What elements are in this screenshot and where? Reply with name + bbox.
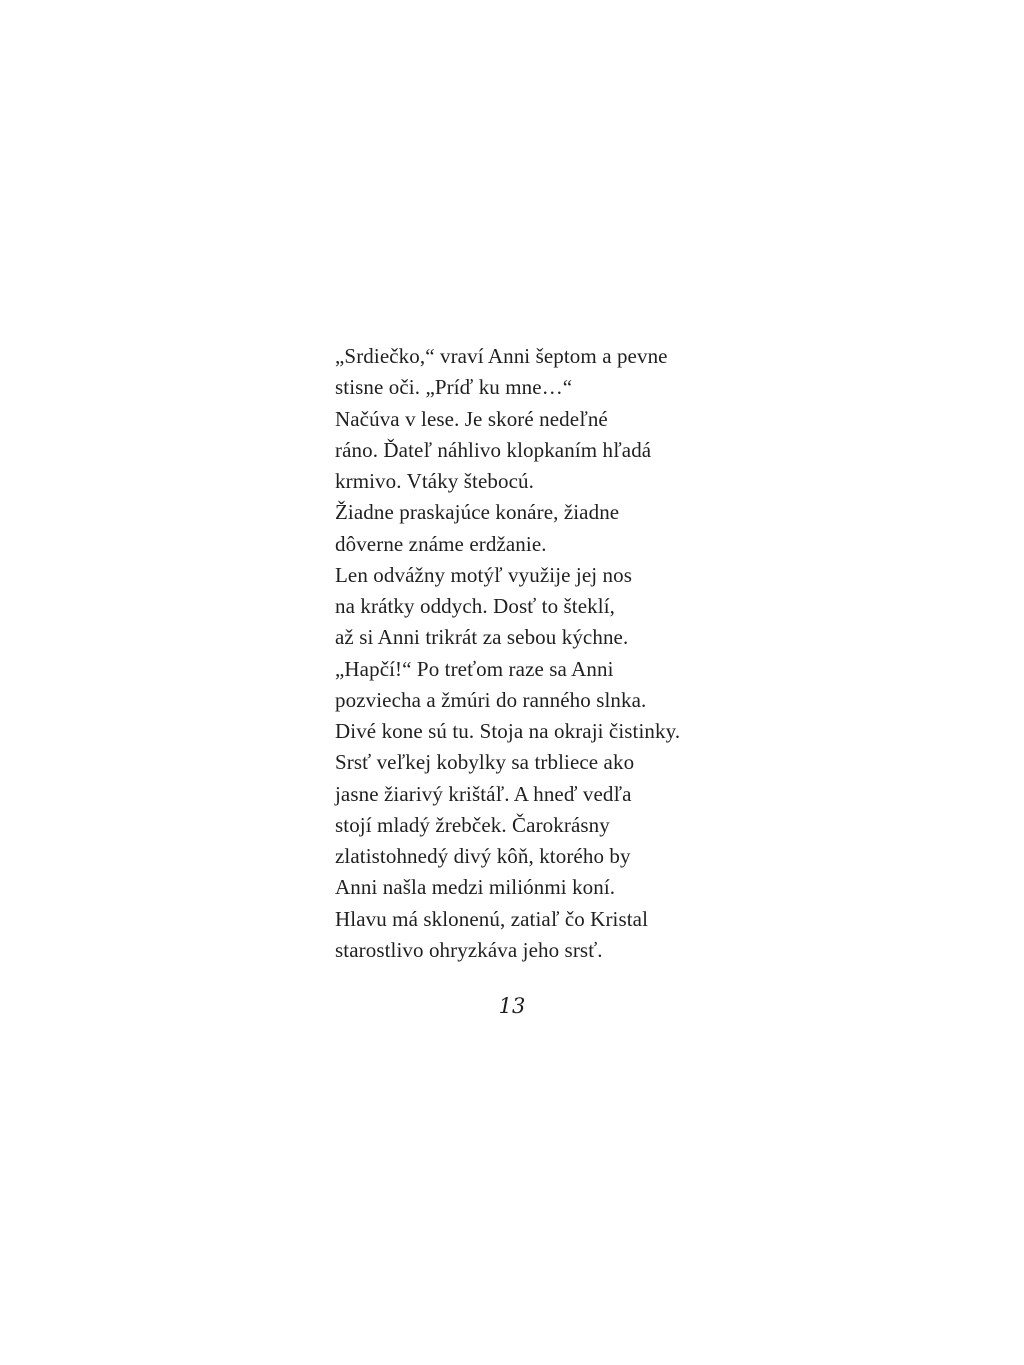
- text-line: pozviecha a žmúri do ranného slnka.: [335, 687, 647, 712]
- text-line: ráno. Ďateľ náhlivo klopkaním hľadá: [335, 437, 652, 462]
- text-line: Divé kone sú tu. Stoja na okraji čistinky.: [335, 719, 681, 743]
- text-line: zlatistohnedý divý kôň, ktorého by: [335, 844, 631, 868]
- text-line: Len odvážny motýľ využije jej nos: [335, 562, 633, 587]
- page-number: 13: [498, 994, 526, 1018]
- text-line: Načúva v lese. Je skoré nedeľné: [335, 406, 608, 431]
- text-line: Hlavu má sklonenú, zatiaľ čo Kristal: [335, 906, 649, 931]
- text-line: krmivo. Vtáky štebocú.: [335, 469, 534, 493]
- text-line: Anni našla medzi miliónmi koní.: [335, 875, 616, 900]
- text-line: Srsť veľkej kobylky sa trbliece ako: [335, 750, 635, 775]
- text-line: na krátky oddych. Dosť to šteklí,: [335, 594, 615, 618]
- body-text: [335, 341, 715, 966]
- text-line: jasne žiarivý krištáľ. A hneď vedľa: [335, 781, 632, 806]
- text-line: Žiadne praskajúce konáre, žiadne: [335, 500, 620, 525]
- text-line: starostlivo ohryzkáva jeho srsť.: [335, 937, 603, 962]
- text-line: stojí mladý žrebček. Čarokrásny: [335, 812, 610, 837]
- text-line: „Hapčí!“ Po treťom raze sa Anni: [335, 656, 614, 681]
- text-line: až si Anni trikrát za sebou kýchne.: [335, 625, 629, 650]
- text-line: „Srdiečko,“ vraví Anni šeptom a pevne: [335, 344, 668, 368]
- text-line: dôverne známe erdžanie.: [335, 531, 547, 556]
- text-line: stisne oči. „Príď ku mne…“: [335, 375, 573, 400]
